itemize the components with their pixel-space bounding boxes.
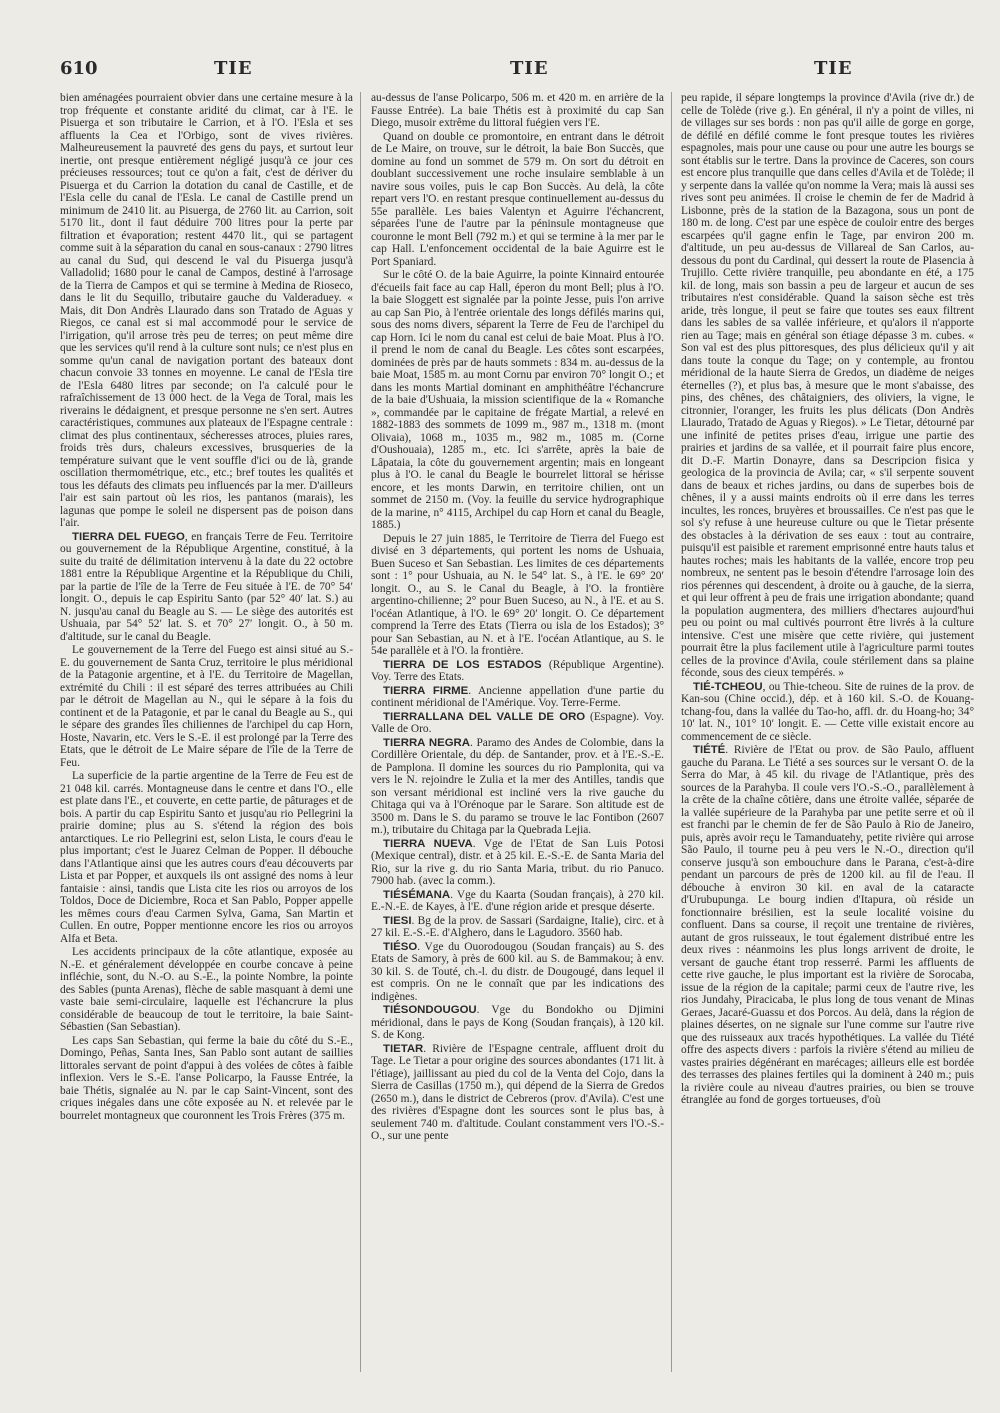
dictionary-entry	[371, 1043, 664, 1143]
text-paragraph	[60, 644, 353, 769]
entry-text: Les accidents principaux de la côte atlantique, exposée au N.-E. et généralement développée en courbe concave à peine infléchie, sont, du N.-O. au S.-E., la pointe Nombre, la pointe des Sables (punta Arenas), flèche de sable masquant à demi une vaste baie semi-circulaire, laquelle est l'échancrure la plus considérable de beaucoup de tout le territoire, la baie Saint-Sébastien (San Sebastian).	[60, 946, 353, 1033]
entry-headword: TIETAR	[383, 1042, 424, 1055]
dictionary-entry	[371, 889, 664, 914]
text-paragraph	[681, 92, 974, 680]
entry-text: . Vge de l'Etat de San Luis Potosi (Mexique central), distr. et à 25 kil. E.-S.-E. de Santa Maria del Rio, sur la rive g. du rio Santa Maria, tribut. du rio Panuco. 7900 hab. (avec la comm.).	[371, 837, 664, 887]
entry-text: (Espagne). Voy. Valle de Oro.	[371, 710, 664, 735]
entry-text: Les caps San Sebastian, qui ferme la baie du côté du S.-E., Domingo, Peñas, Santa Ines, San Pablo sont autant de saillies littorales servant de point d'appui à des volées de côtes à faible inflexion. Vers le S.-E. l'anse Policarpo, la Fausse Entrée, la baie Thétis, signalée au N. par le cap Saint-Vincent, sont des criques inégales dans une côte exposée au N. et relevée par le bourrelet montagneux que couronnent les Trois Frères (375 m.	[60, 1034, 353, 1122]
entry-text: , ou Thie-tcheou. Site de ruines de la prov. de Kan-sou (Chine occid.), dép. et à 160 kil. S.-O. de Kouang-tchang-fou, dans la vallée du Tao-ho, affl. dr. du Hoang-ho; 34° 10′ lat. N., 101° 10′ longit. E. — Cette ville existait encore au commencement de ce siècle.	[681, 680, 974, 743]
text-paragraph	[371, 92, 664, 130]
page-number: 610	[60, 58, 98, 79]
dictionary-entry	[371, 737, 664, 837]
entry-text: . Vge du Ouorodougou (Soudan français) au S. des Etats de Samory, à près de 600 kil. au S. de Bammakou; à env. 30 kil. S. de Touté, ch.-l. du distr. de Dougougé, dans lequel il est compris. On ne le connaît que par les indications des indigènes.	[371, 940, 664, 1003]
entry-text: . Vge du Kaarta (Soudan français), à 270 kil. E.-N.-E. de Kayes, à l'E. d'une région aride et presque déserte.	[371, 888, 664, 913]
entry-text: au-dessus de l'anse Policarpo, 506 m. et 420 m. en arrière de la Fausse Entrée). La baie Thétis est à proximité du cap San Diego, musoir extrême du littoral fuégien vers l'E.	[371, 92, 664, 129]
entry-headword: TIERRA DE LOS ESTADOS	[383, 658, 542, 671]
column-rule	[360, 92, 361, 1372]
entry-headword: TIÉTÉ	[693, 744, 726, 756]
text-paragraph	[371, 269, 664, 532]
entry-headword: TIERRA DEL FUEGO	[72, 530, 185, 543]
text-paragraph	[371, 533, 664, 658]
dictionary-entry	[371, 838, 664, 888]
entry-text: La superficie de la partie argentine de la Terre de Feu est de 21 048 kil. carrés. Montagneuse dans le centre et dans l'O., elle est plate dans l'E., et couverte, en cette partie, de pâturages et de bois. A partir du cap Espiritu Santo et jusqu'au rio Pellegrini la prairie domine; plus au S. s'étend la région des bois antarctiques. Le rio Pellegrini est, selon Lista, le cours d'eau le plus important; c'est le Juarez Celman de Popper. Il débouche dans l'Atlantique ainsi que les autres cours d'eau découverts par Lista et par Popper, et auxquels ils ont assigné des noms à leur fantaisie : ainsi, tandis que Lista cite les rios ou arroyos de los Toldos, Doce de Diciembre, Roca et San Pablo, Popper appelle les mêmes cours d'eau Carmen Sylva, Gama, San Martin et Cullen. En outre, Popper mentionne encore les rios ou arroyos Alfa et Beta.	[60, 770, 353, 945]
text-paragraph	[60, 1035, 353, 1123]
entry-text: . Vge du Bondokho ou Djimini méridional, dans le pays de Kong (Soudan français), à 120 kil. S. de Kong.	[371, 1004, 664, 1041]
dictionary-entry	[371, 1004, 664, 1042]
dictionary-entry	[681, 681, 974, 744]
running-head-center: TIE	[510, 58, 549, 79]
entry-headword: TIÉ-TCHEOU	[693, 680, 763, 693]
text-paragraph	[371, 131, 664, 269]
entry-text: (République Argentine). Voy. Terre des Etats.	[371, 658, 664, 683]
entry-headword: TIERRALLANA DEL VALLE DE ORO	[383, 710, 586, 723]
column-rule	[671, 92, 672, 1372]
text-paragraph	[60, 946, 353, 1034]
dictionary-entry	[371, 685, 664, 710]
text-paragraph	[60, 770, 353, 945]
entry-headword: TIERRA NEGRA	[383, 736, 471, 749]
entry-headword: TIÉSÉMANA	[383, 888, 451, 901]
dictionary-entry	[371, 941, 664, 1004]
dictionary-entry	[371, 711, 664, 736]
running-head-left: TIE	[214, 58, 253, 79]
page-header	[0, 58, 1000, 84]
entry-text: . Ancienne appellation d'une partie du continent méridional de l'Amérique. Voy. Terre-Ferme.	[371, 684, 664, 709]
entry-headword: TIERRA FIRME	[383, 684, 469, 697]
entry-text: . Rivière de l'Espagne centrale, affluent droit du Tage. Le Tietar a pour origine des sources abondantes (171 lit. à l'étiage), jaillissant au pied du col de la Venta del Cojo, dans la Sierra de Casillas (1750 m.), qui dépend de la Sierra de Gredos (2650 m.), dans le district de Cebreros (prov. d'Avila). C'est une des rivières d'Espagne dont les sources sont le plus bas, à seulement 740 m. d'altitude. Coulant constamment vers l'O.-S.-O., sur une pente	[371, 1042, 664, 1142]
entry-headword: TIESI	[383, 914, 412, 927]
text-paragraph	[60, 92, 353, 530]
entry-text: peu rapide, il sépare longtemps la province d'Avila (rive dr.) de celle de Tolède (rive g.). En général, il n'y a point de villes, ni de villages sur ses bords : non pas qu'il aille de gorge en gorge, de défilé en défilé comme le font presque toutes les rivières espagnoles, mais pour une cause ou pour une autre les bourgs se sont établis sur le tertre. Dans la province de Caceres, son cours est encore plus tranquille que dans celles d'Avila et de Tolède; il y serpente dans la vallée qu'on nomme la Vera; mais là aussi ses rives sont peu animées. Il croise le chemin de fer de Madrid à Lisbonne, près de la station de la Bazagona, sous un pont de 180 m. de long. C'est par une espèce de couloir entre des berges escarpées qu'il gagne enfin le Tage, par environ 200 m. d'altitude, un peu au-dessus de Villareal de San Carlos, au-dessous du pont du Cardinal, qui dessert la route de Plasencia à Trujillo. Cette rivière tranquille, peu abondante en été, a 175 kil. de long, mais son bassin a peu de largeur et aucun de ses tributaires n'est considérable. Quand la saison sèche est très aride, très longue, il peut se faire que toutes ses eaux filtrent dans les sables de sa vallée inférieure, et qu'alors il n'apporte rien au Tage; mais en général son étiage dépasse 3 m. cubes. « Son val est des plus pittoresques, des plus délicieux qu'il y ait dans toute la conque du Tage; on y contemple, au frontou méridional de la haute Sierra de Gredos, un diadème de neiges éternelles (?), et plus bas, à mesure que le mont s'abaisse, des pins, des chênes, des châtaigniers, des oliviers, la vigne, le citronnier, l'oranger, les fruits les plus délicats (Don Andrès Llaurado, Tratado de Aguas y Riegos). » Le Tietar, détourné par une infinité de petites prises d'eau, irrigue une partie des prairies et jardins de sa vallée, et il pourrait faire plus encore, dit D.-F. Martin Donayre, dans sa Descripcion fisica y geologica de la provincia de Avila; car, « s'il serpente souvent dans de beaux et riches jardins, ou dans de superbes bois de chênes, il y a aussi maints endroits où il erre dans les terres incultes, les ronces, bruyères et broussailles. Ce n'est pas que le sol s'y refuse à une heureuse culture ou que le Tietar présente des obstacles à la dérivation de ses eaux : tout au contraire, puisqu'il est paisible et rarement emprisonné entre hauts talus et hautes roches; mais les habitants de la vallée, encore trop peu nombreux, ne sentent pas le besoin d'étendre l'arrosage loin des rios pérennes qui descendent, à droite ou à gauche, de la sierra, et qui leur offrent à peu de frais une irrigation abondante; quand la population augmentera, des milliers d'hectares aujourd'hui peu ou point ou mal cultivés pourront être livrés à la culture intensive. C'est une misère que cette rivière, qui justement pourrait être la plus facilement utile à l'agriculture parmi toutes celles de la province d'Avila, coule stérilement dans sa plaine féconde, sous des cieux tempérés. »	[681, 92, 974, 679]
text-column-1	[60, 92, 353, 1382]
dictionary-entry	[371, 659, 664, 684]
entry-text: . Bg de la prov. de Sassari (Sardaigne, Italie), circ. et à 27 kil. E.-S.-E. d'Alghero, dans le Lagudoro. 3560 hab.	[371, 914, 664, 939]
entry-text: bien aménagées pourraient obvier dans une certaine mesure à la trop fréquente et constante aridité du climat, car à l'E. le Pisuerga et son tributaire le Carrion, et à l'O. l'Esla et ses affluents la Cea et l'Orbigo, sont de vives rivières. Malheureusement la pauvreté des gens du pays, et surtout leur inertie, ont presque entièrement négligé jusqu'à ce jour ces précieuses ressources; tout ce qu'on a fait, c'est de dériver du Pisuerga et du Carrion la dotation du canal de Castille, et de l'Esla celle du canal de l'Esla. Le canal de Castille prend un minimum de 2410 lit. au Pisuerga, de 2760 lit. au Carrion, soit 5170 lit., dont il faut déduire 700 litres pour la perte par filtration et évaporation; restent 4470 lit., qui se partagent comme suit à la séparation du canal en sous-canaux : 2790 litres au canal du Sud, qui descend le val du Pisuerga jusqu'à Valladolid; 1680 pour le canal de Campos, destiné à l'arrosage de la Tierra de Campos et qui se termine à Medina de Rioseco, dans le lit du Sequillo, tributaire gauche du Valderaduey. « Mais, dit Don Andrès Llaurado dans son Tratado de Aguas y Riegos, ce canal est si mal accommodé pour le service de l'irrigation, qu'il arrose très peu de terres; on peut même dire que les services qu'il rend à la culture sont nuls; ce n'est plus en somme qu'un canal de navigation portant des bateaux dont chacun convoie 33 tonnes en moyenne. Le canal de l'Esla tire de l'Esla 6480 litres par seconde; on l'a calculé pour le rafraîchissement de 13 000 hect. de la Vega de Toral, mais les riverains le dédaignent, et presque personne ne s'en sert. Autres caractéristiques, communes aux plateaux de l'Espagne centrale : climat des plus continentaux, sécheresses atroces, pluies rares, froids très durs, chaleurs excessives, brusqueries de la température suivant que le vent souffle d'ici ou de là, grande oscillation thermométrique, etc., etc.; bref toutes les qualités et tous les défauts des climats peu influencés par la mer. D'ailleurs l'air est sain partout où les rios, les pantanos (marais), les lagunas que pompe le soleil ne dispersent pas de poison dans l'air.	[60, 92, 353, 529]
entry-text: . Paramo des Andes de Colombie, dans la Cordillère Orientale, du dép. de Santander, prov. et à l'E.-S.-E. de Pamplona. Il domine les sources du rio Pamplonita, qui va vers le N. rejoindre le Zulia et la mer des Antilles, tandis que son versant méridional est incliné vers la rive gauche du Chitaga qui va à l'Orénoque par le Sarare. Son altitude est de 3500 m. Dans le S. du paramo se trouve le lac Fontibon (2607 m.), tributaire du Chitaga par la Quebrada Lejia.	[371, 736, 664, 836]
entry-headword: TIERRA NUEVA	[383, 837, 473, 850]
dictionary-entry	[681, 744, 974, 1107]
dictionary-entry	[60, 531, 353, 644]
text-column-2	[371, 92, 664, 1382]
entry-text: Quand on double ce promontoire, en entrant dans le détroit de Le Maire, on trouve, sur le détroit, la baie Bon Succès, que domine au fond un sommet de 579 m. On sort du détroit en doublant successivement une roche insulaire semblable à un navire sous voiles, puis le cap Bon Succès. Au delà, la côte repart vers l'O. en restant presque continuellement au-dessus du 55e parallèle. Les baies Valentyn et Aguirre l'échancrent, séparées l'une de l'autre par la péninsule montagneuse que couronne le mont Bell (792 m.) et qui se termine à la mer par le cap Hall. L'enfoncement occidental de la baie Aguirre est le Port Spaniard.	[371, 130, 664, 268]
entry-text: Le gouvernement de la Terre del Fuego est ainsi situé au S.-E. du gouvernement de Santa Cruz, territoire le plus méridional de la Patagonie argentine, et à l'E. du Territoire de Magellan, extrémité du Chili : il est séparé des terres attribuées au Chili par le détroit de Magellan au N., qui le sépare à la fois du continent et de la Patagonie, et par le canal du Beagle au S., qui le sépare des grandes îles chiliennes de l'archipel du cap Horn, Hoste, Navarin, etc. Vers le S.-E. il est prolongé par la Terre des Etats, que le détroit de Le Maire sépare de l'île de la Terre de Feu.	[60, 644, 353, 769]
entry-text: . Rivière de l'Etat ou prov. de São Paulo, affluent gauche du Parana. Le Tiété a ses sources sur le versant O. de la Serra do Mar, à 45 kil. du rivage de l'Atlantique, près des sources de la Parahyba. Il coule vers l'O.-S.-O., parallèlement à la crête de la chaîne côtière, dans une étroite vallée, séparée de la vallée supérieure de la Parahyba par une petite serre et où il est franchi par le chemin de fer de São Paulo à Rio de Janeiro, puis, après avoir reçu le Tamanduatehy, petite rivière qui arrose São Paulo, il tourne peu à peu vers le N.-O., direction qu'il conserve jusqu'à son embouchure dans le Parana, c'est-à-dire pendant un parcours de près de 1200 kil. au fil de l'eau. Il débouche à environ 30 kil. en aval de la cataracte d'Urubupunga. Le bourg indien d'Itapura, où réside un fonctionnaire brésilien, est la seule localité voisine du confluent. Dans sa course, il reçoit une trentaine de rivières, autant de gros ruisseaux, le tout également distribué entre les deux rives : néanmoins les plus longs arrivent de droite, le versant de gauche étant trop resserré. Parmi les affluents de cette rive gauche, le plus important est la rivière de Sorocaba, issue de la région de la capitale; parmi ceux de l'autre rive, les rios Jundahy, Piracicaba, le plus long de tous venant de Minas Geraes, Jacaré-Guassu et dos Porcos. Au delà, dans la région de plaines désertes, on ne signale sur l'une comme sur l'autre rive que des ruisseaux aux tracés hypothétiques. La vallée du Tiété offre des aspects divers : parfois la rivière s'étend au milieu de vastes prairies dégénérant en marécages; ailleurs elle est bordée des terrasses des plaines fertiles qui la dominent à 240 m.; puis la rivière coule au niveau d'autres prairies, ou bien se trouve étranglée au fond de gorges tortueuses, d'où	[681, 744, 974, 1106]
entry-headword: TIÉSONDOUGOU	[383, 1004, 477, 1016]
entry-text: Depuis le 27 juin 1885, le Territoire de Tierra del Fuego est divisé en 3 départements, qui portent les noms de Ushuaia, Buen Suceso et San Sebastian. Les limites de ces départements sont : 1° pour Ushuaia, au N. le 54° lat. S., à l'E. le 69° 20′ longit. O., au S. le Canal du Beagle, à l'O. la frontière argentino-chilienne; 2° pour Buen Suceso, au N., à l'E. et au S. l'océan Atlantique, à l'O. le 69° 20′ longit. O. Ce département comprend la Terre des Etats (Tierra ou isla de los Estados); 3° pour San Sebastian, au N. et à l'E. l'océan Atlantique, au S. le 54e parallèle et à l'O. la frontière.	[371, 532, 664, 657]
entry-headword: TIÉSO	[383, 940, 418, 953]
running-head-right: TIE	[814, 58, 853, 79]
text-column-3	[681, 92, 974, 1382]
entry-text: Sur le côté O. de la baie Aguirre, la pointe Kinnaird entourée d'écueils fait face au cap Hall, éperon du mont Bell; plus à l'O. la baie Sloggett est signalée par la pointe Jesse, puis l'on arrive au cap San Pio, à l'entrée orientale des longs défilés marins qui, sous des noms divers, séparent la Terre de Feu de l'archipel du cap Horn. Ici le nom du canal est celui de baie Moat. Plus à l'O. il prend le nom de canal du Beagle. Les côtes sont escarpées, dominées de près par de hauts sommets : 834 m. au-dessus de la baie Moat, 1585 m. au mont Cornu par environ 70° longit O.; et dans les monts Martial dominant en amphithéâtre l'échancrure de la baie d'Ushuaia, la mission scientifique de la « Romanche », commandée par le capitaine de frégate Martial, a relevé en 1882-1883 des sommets de 1099 m., 987 m., 1318 m. (mont Olivaia), 1068 m., 1035 m., 982 m., 1085 m. (Corne d'Oushouaia), 1285 m., etc. Ici s'arrête, après la baie de Lâpataia, la côte du gouvernement argentin; mais en longeant plus à l'O. le canal du Beagle le bourrelet littoral se hérisse encore, et les monts Darwin, en territoire chilien, ont un sommet de 2150 m. (Voy. la feuille du service hydrographique de la marine, n° 4115, Archipel du cap Horn et canal du Beagle, 1885.)	[371, 269, 664, 531]
entry-text: , en français Terre de Feu. Territoire ou gouvernement de la République Argentine, constitué, à la suite du traité de délimitation intervenu à la date du 22 octobre 1881 entre la République Argentine et la République du Chili, par la partie de l'île de la Terre de Feu située à l'E. de 70° 54′ longit. O., depuis le cap Espiritu Santo (par 52° 40′ lat. S.) au N. jusqu'au canal du Beagle au S. — Le siège des autorités est Ushuaia, par 54° 52′ lat. S. et 70° 27′ longit. O., à 50 m. d'altitude, sur le canal du Beagle.	[60, 530, 353, 643]
dictionary-entry	[371, 915, 664, 940]
